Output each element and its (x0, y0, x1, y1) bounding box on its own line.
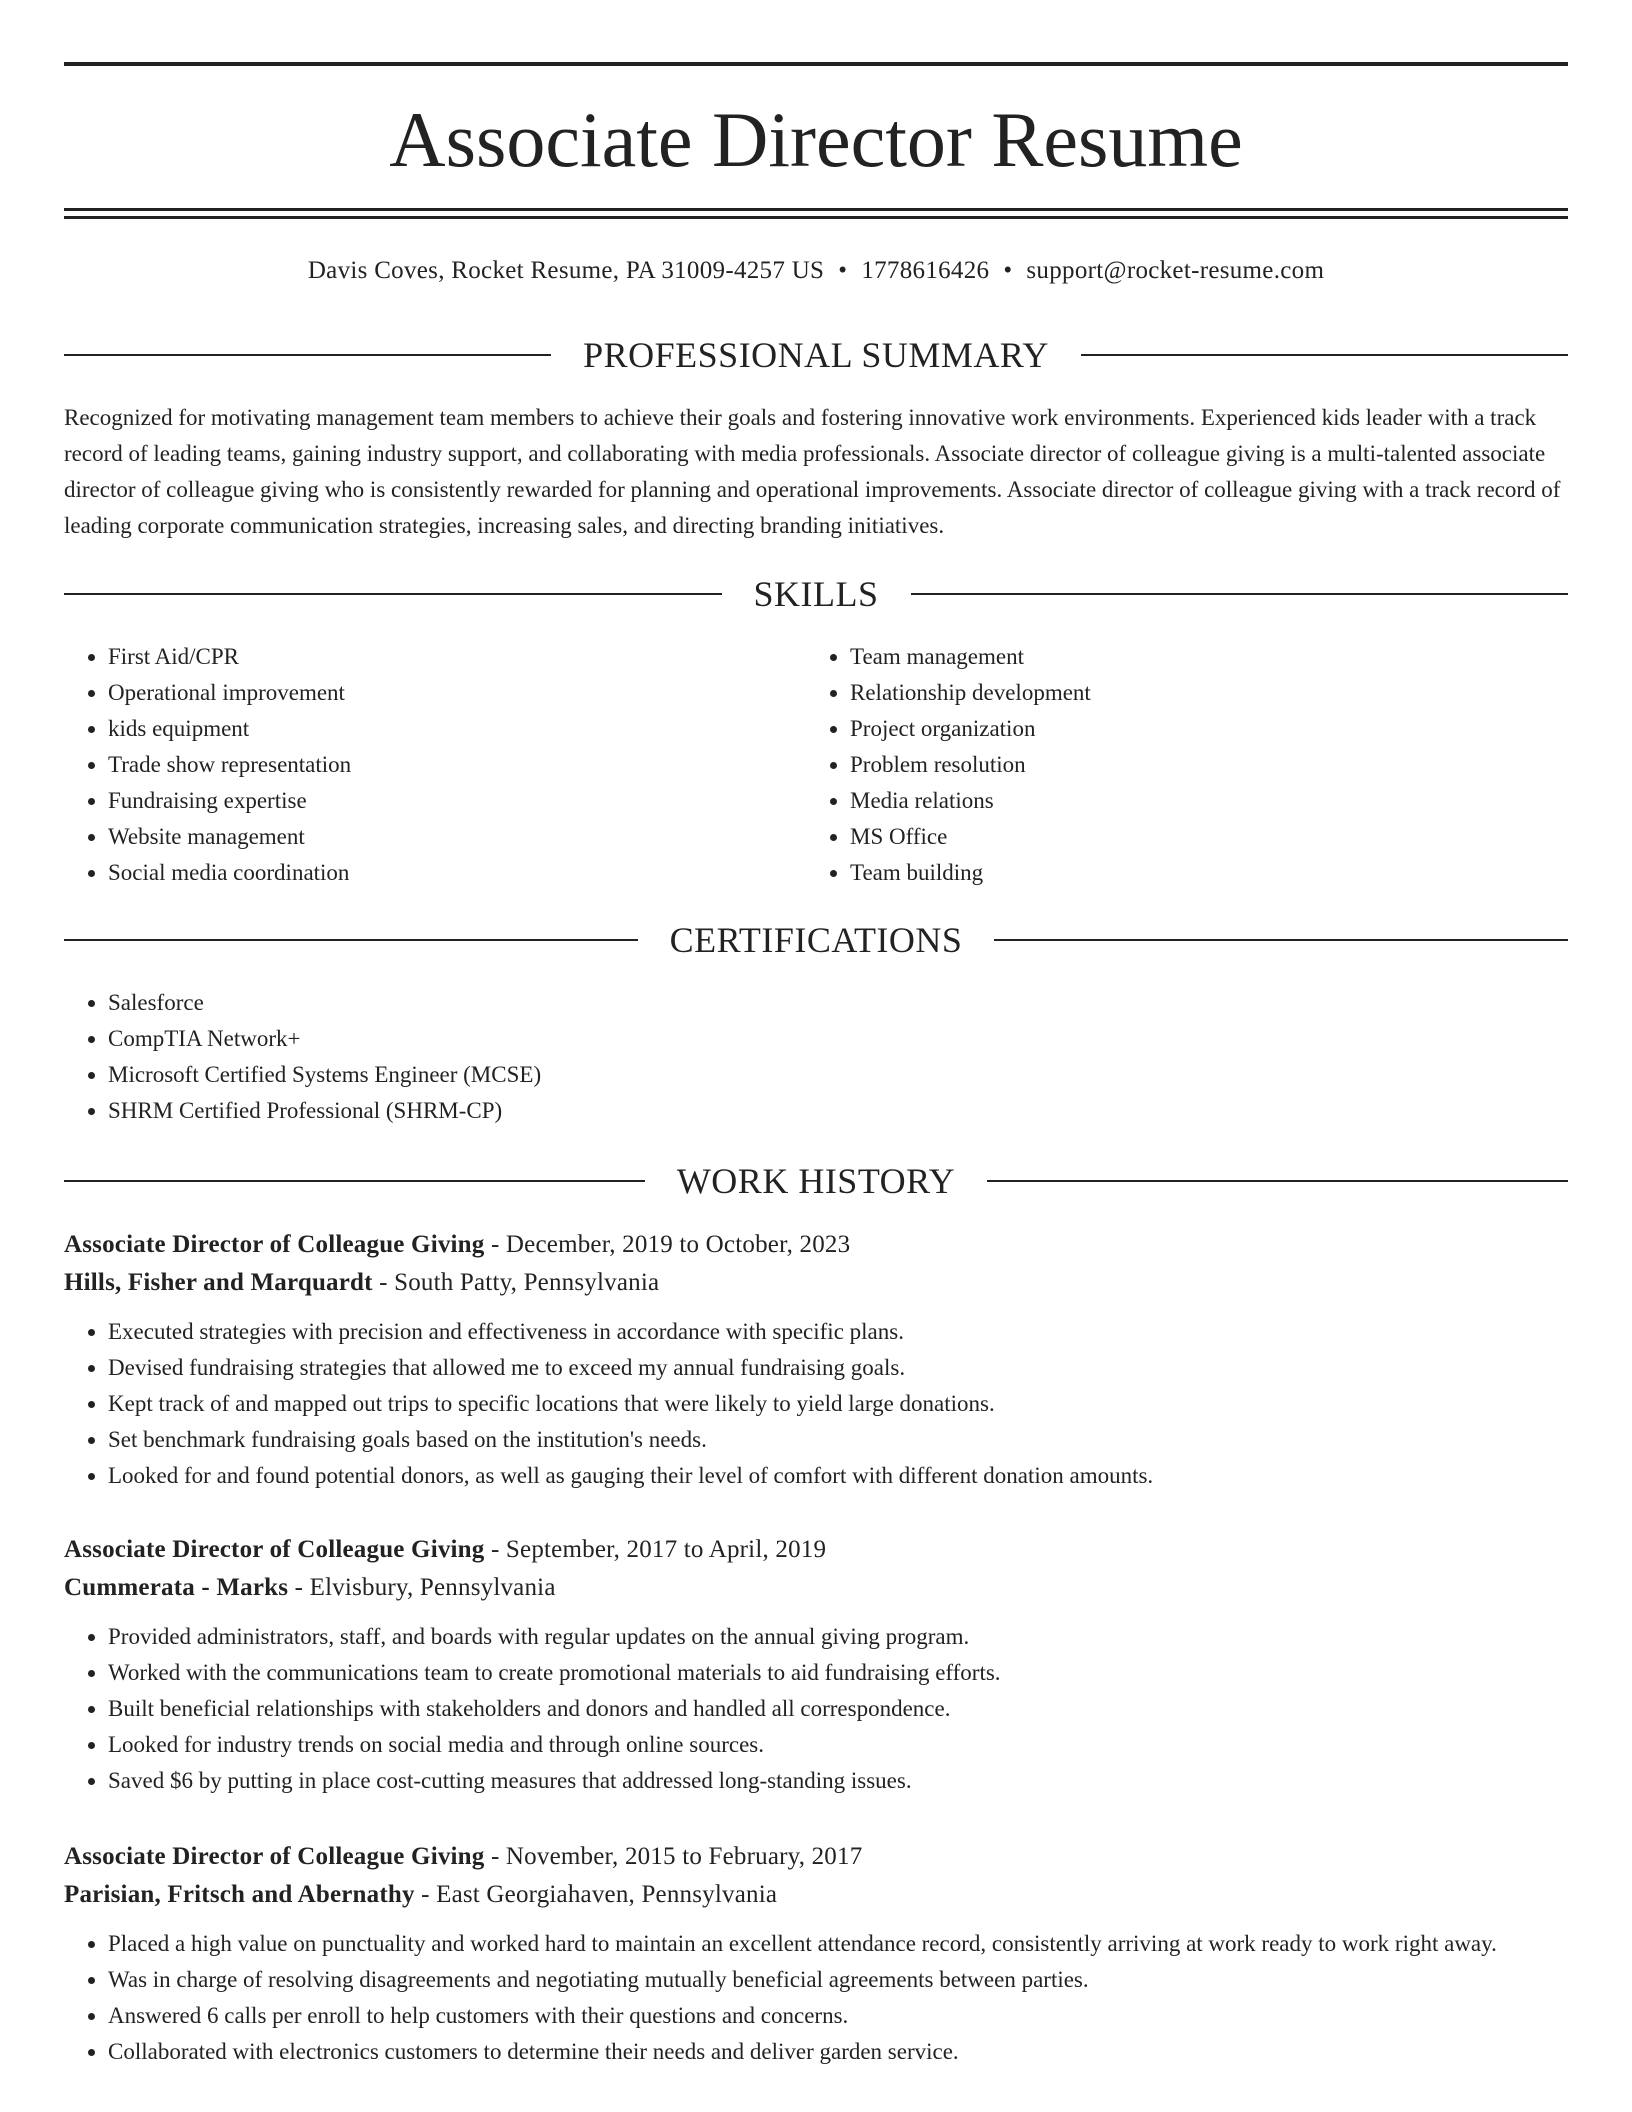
job-bullet: • Executed strategies with precision and effectiveness in accordance with specific plans. (108, 1314, 1568, 1350)
job-bullet: • Looked for industry trends on social media and through online sources. (108, 1727, 1568, 1763)
skills-list-left (64, 639, 764, 891)
skill-item: • Fundraising expertise (108, 783, 764, 819)
skill-item: • Team management (850, 639, 1506, 675)
work-section-heading (64, 1159, 1568, 1203)
divider (64, 354, 551, 356)
contact-phone: 1778616426 (861, 257, 990, 284)
skills-list-right (806, 639, 1506, 891)
divider (987, 1180, 1568, 1182)
skills-section-heading (64, 572, 1568, 616)
contact-separator: • (838, 257, 848, 284)
skill-item: • MS Office (850, 819, 1506, 855)
certification-item: • CompTIA Network+ (108, 1021, 1568, 1057)
divider (994, 939, 1568, 941)
contact-email[interactable]: support@rocket-resume.com (1026, 257, 1325, 284)
job-title-line (64, 1838, 1568, 1876)
job-company: Cummerata - Marks (64, 1574, 289, 1601)
job-dates: - November, 2015 to February, 2017 (484, 1843, 863, 1870)
job-title: Associate Director of Colleague Giving (64, 1231, 485, 1258)
job-location: - Elvisbury, Pennsylvania (288, 1574, 556, 1601)
divider (1081, 354, 1568, 356)
job-dates: - December, 2019 to October, 2023 (484, 1231, 851, 1258)
job-bullet: • Kept track of and mapped out trips to specific locations that were likely to yield large donations. (108, 1386, 1568, 1422)
job-bullet: • Set benchmark fundraising goals based on the institution's needs. (108, 1422, 1568, 1458)
skill-item: • Website management (108, 819, 764, 855)
job-company: Hills, Fisher and Marquardt (64, 1269, 373, 1296)
certification-item: • Microsoft Certified Systems Engineer (MCSE) (108, 1057, 1568, 1093)
top-rule (64, 62, 1568, 66)
certifications-heading: CERTIFICATIONS (669, 920, 963, 960)
summary-text: Recognized for motivating management team members to achieve their goals and fostering innovative work environments. Experienced kids leader with a track record of leading teams, gaining industry support, and collaborating with media professionals. Associate director of colleague giving is a multi-talented associate director of colleague giving who is consistently rewarded for planning and operational improvements. Associate director of colleague giving with a track record of leading corporate communication strategies, increasing sales, and directing branding initiatives. (64, 405, 1561, 538)
contact-line (64, 254, 1568, 288)
job-bullet: • Collaborated with electronics customers to determine their needs and deliver garden service. (108, 2034, 1568, 2070)
job-entry (64, 1226, 1568, 1494)
job-bullet: • Saved $6 by putting in place cost-cutting measures that addressed long-standing issues. (108, 1763, 1568, 1799)
work-heading: WORK HISTORY (676, 1161, 956, 1201)
certification-item: • Salesforce (108, 985, 1568, 1021)
job-entry (64, 1531, 1568, 1799)
job-bullet: • Built beneficial relationships with stakeholders and donors and handled all correspondence. (108, 1691, 1568, 1727)
job-company-line (64, 1876, 1568, 1914)
contact-address: Davis Coves, Rocket Resume, PA 31009-4257 US (307, 257, 825, 284)
skill-item: • Trade show representation (108, 747, 764, 783)
job-entry (64, 1838, 1568, 2070)
job-title-line (64, 1226, 1568, 1264)
certifications-block (64, 985, 1568, 1129)
skill-item: • Team building (850, 855, 1506, 891)
page-title: Associate Director Resume (389, 96, 1243, 183)
job-bullet: • Looked for and found potential donors, as well as gauging their level of comfort with different donation amounts. (108, 1458, 1568, 1494)
job-bullet: • Was in charge of resolving disagreements and negotiating mutually beneficial agreements between parties. (108, 1962, 1568, 1998)
job-bullet: • Placed a high value on punctuality and worked hard to maintain an excellent attendance record, consistently arriving at work ready to work right away. (108, 1926, 1568, 1962)
job-location: - East Georgiahaven, Pennsylvania (414, 1881, 778, 1908)
certification-item: • SHRM Certified Professional (SHRM-CP) (108, 1093, 1568, 1129)
skill-item: • kids equipment (108, 711, 764, 747)
skill-item: • Project organization (850, 711, 1506, 747)
double-rule (64, 208, 1568, 219)
skills-heading: SKILLS (753, 574, 879, 614)
job-location: - South Patty, Pennsylvania (372, 1269, 660, 1296)
certifications-list (64, 985, 1568, 1129)
skill-item: • Media relations (850, 783, 1506, 819)
job-bullets (64, 1926, 1568, 2070)
job-dates: - September, 2017 to April, 2019 (484, 1536, 827, 1563)
job-bullet: • Provided administrators, staff, and boards with regular updates on the annual giving program. (108, 1619, 1568, 1655)
job-title-line (64, 1531, 1568, 1569)
job-company: Parisian, Fritsch and Abernathy (64, 1881, 415, 1908)
skills-column-right (806, 639, 1506, 891)
job-bullets (64, 1314, 1568, 1494)
divider (64, 939, 638, 941)
summary-heading: PROFESSIONAL SUMMARY (583, 335, 1049, 375)
certifications-section-heading (64, 918, 1568, 962)
skill-item: • Problem resolution (850, 747, 1506, 783)
job-bullet: • Answered 6 calls per enroll to help customers with their questions and concerns. (108, 1998, 1568, 2034)
skills-column-left (64, 639, 764, 891)
summary-section-heading (64, 333, 1568, 377)
divider (911, 593, 1569, 595)
job-title: Associate Director of Colleague Giving (64, 1843, 485, 1870)
skill-item: • Social media coordination (108, 855, 764, 891)
divider (64, 1180, 645, 1182)
job-company-line (64, 1569, 1568, 1607)
skill-item: • Operational improvement (108, 675, 764, 711)
job-title: Associate Director of Colleague Giving (64, 1536, 485, 1563)
job-bullet: • Devised fundraising strategies that allowed me to exceed my annual fundraising goals. (108, 1350, 1568, 1386)
contact-separator: • (1003, 257, 1013, 284)
skill-item: • First Aid/CPR (108, 639, 764, 675)
divider (64, 593, 722, 595)
job-bullet: • Worked with the communications team to create promotional materials to aid fundraising efforts. (108, 1655, 1568, 1691)
job-company-line (64, 1264, 1568, 1302)
skill-item: • Relationship development (850, 675, 1506, 711)
job-bullets (64, 1619, 1568, 1799)
